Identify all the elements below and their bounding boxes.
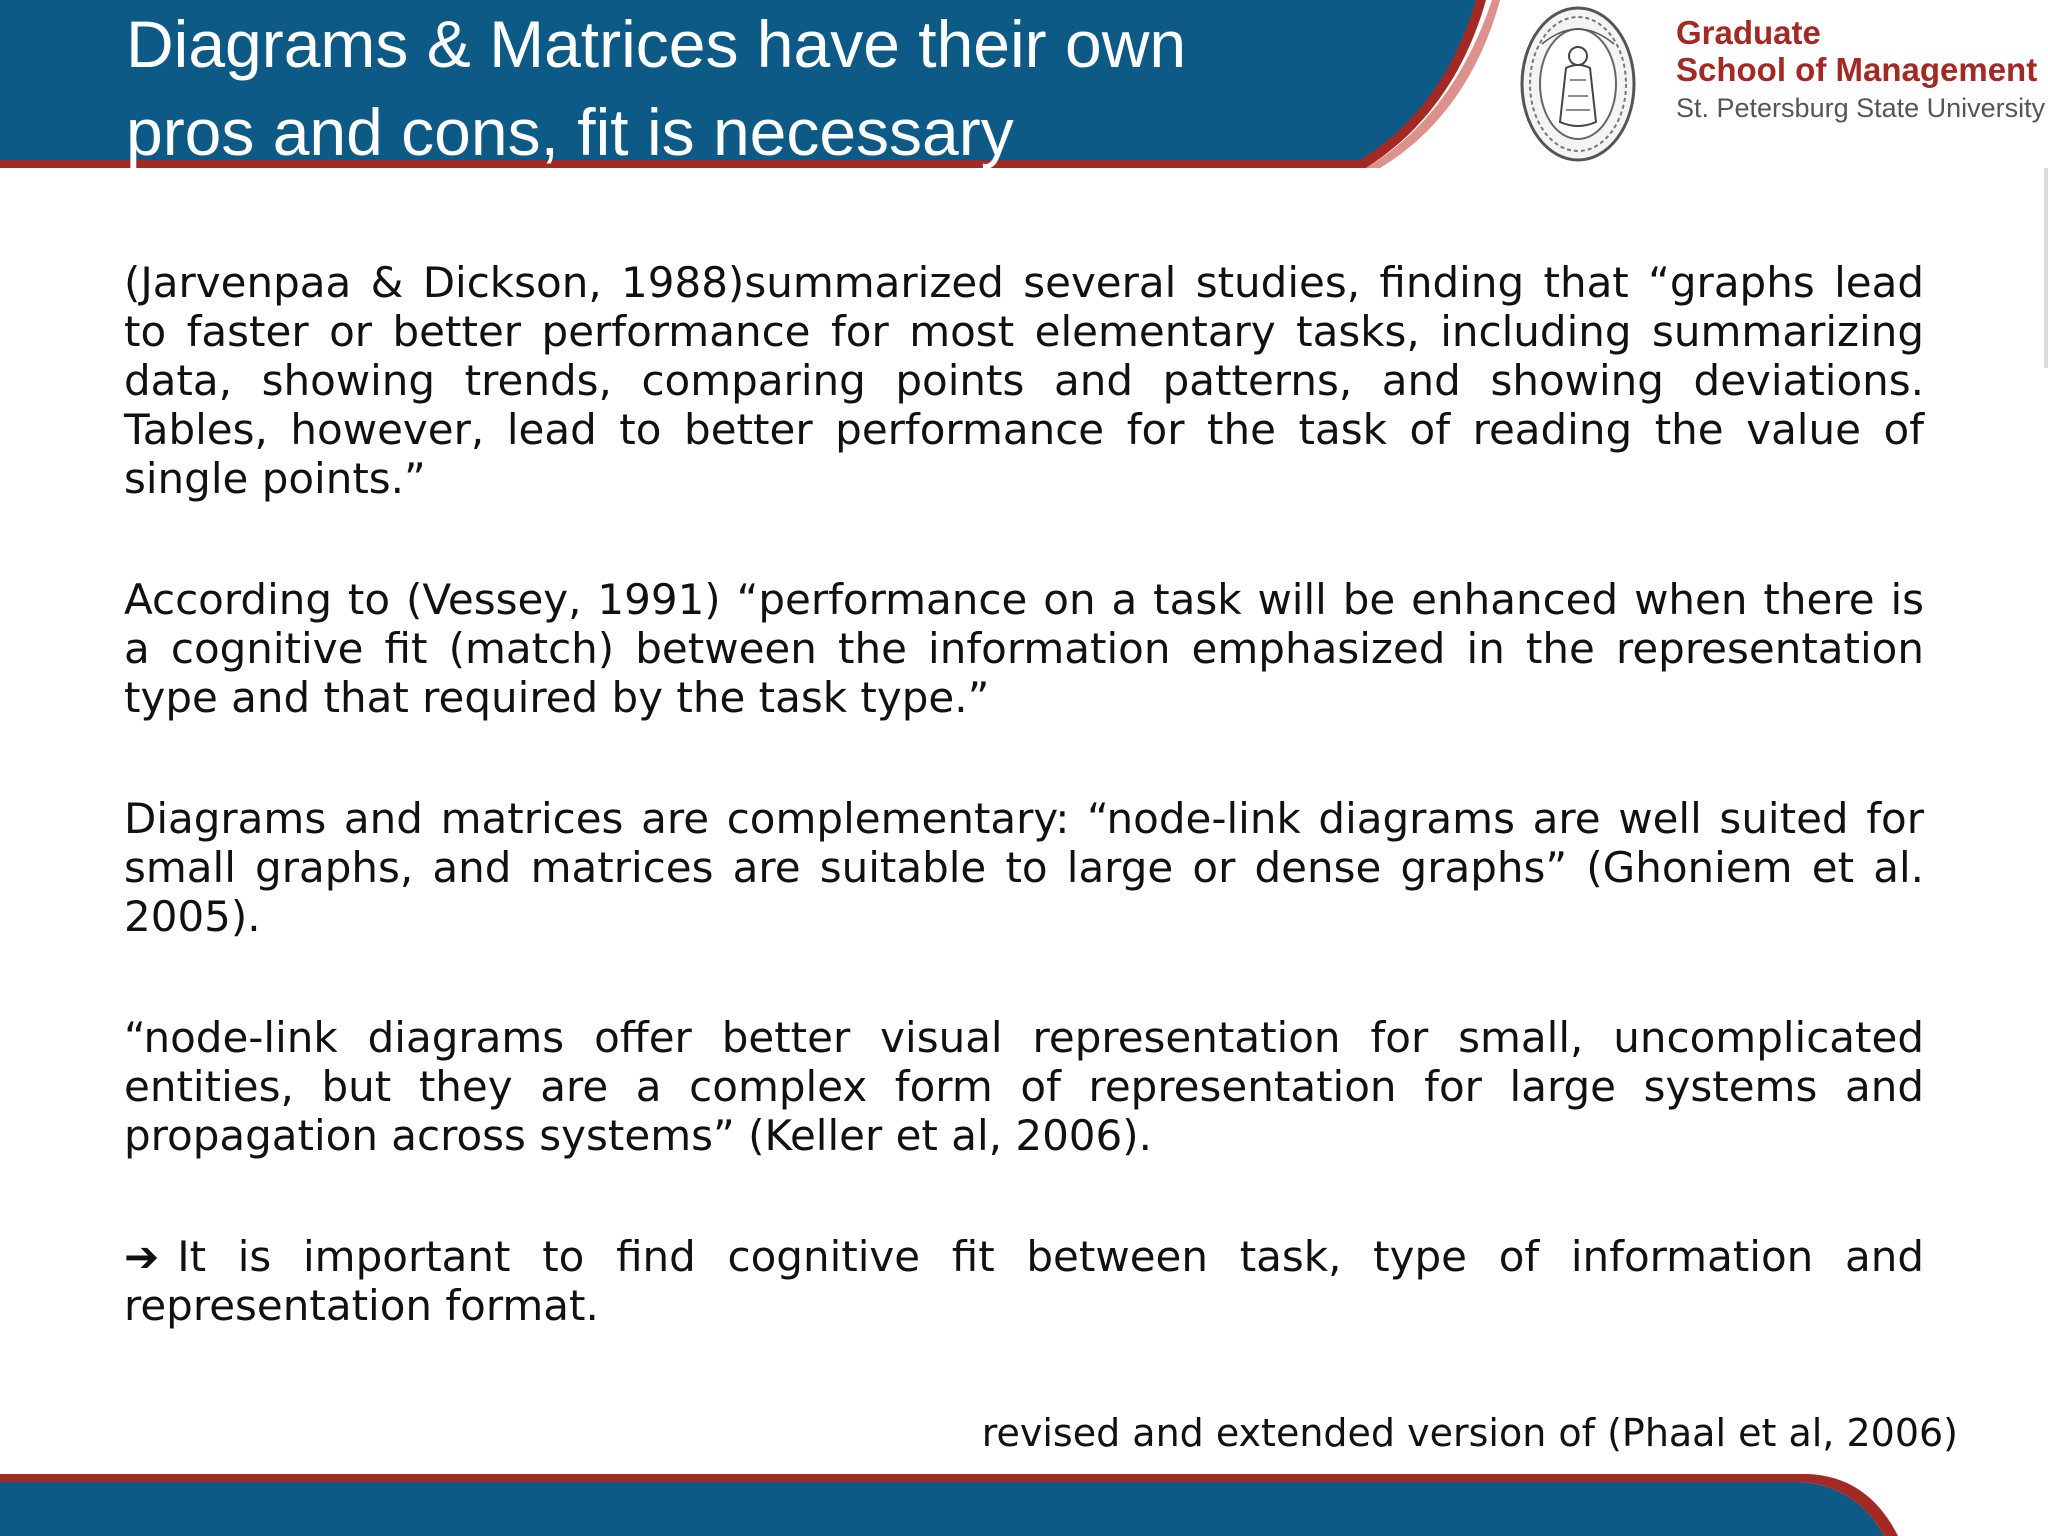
logo-text: [1676, 14, 2046, 128]
slide-title-line-2: pros and cons, fit is necessary: [126, 95, 1014, 169]
slide-edge-divider: [2044, 168, 2048, 368]
paragraph-ghoniem: Diagrams and matrices are complementary: “node-link diagrams are well suited for small graphs, and matrices are suitable to large or dense graphs” (Ghoniem et al. 2005).: [124, 794, 1924, 941]
slide-title-line-1: Diagrams & Matrices have their own: [126, 7, 1187, 81]
source-note: revised and extended version of (Phaal et al, 2006): [981, 1411, 1958, 1455]
conclusion-text: It is important to find cognitive fit between task, type of information and representation format.: [124, 1232, 1924, 1330]
logo-line-university: St. Petersburg State University: [1676, 93, 2046, 123]
footer-band: [0, 1470, 2048, 1536]
university-seal-icon: [1518, 4, 1638, 164]
paragraph-conclusion: [124, 1232, 1924, 1330]
slide-body: [124, 258, 1924, 1330]
arrow-right-icon: ➔: [124, 1232, 160, 1281]
slide-title: [126, 0, 1386, 176]
university-logo: [1508, 0, 2048, 170]
paragraph-jarvenpaa: (Jarvenpaa & Dickson, 1988)summarized several studies, finding that “graphs lead to faster or better performance for most elementary tasks, including summarizing data, showing trends, comparing points and patterns, and showing deviations. Tables, however, lead to better performance for the task of reading the value of single points.”: [124, 258, 1924, 503]
logo-line-school: School of Management: [1676, 51, 2038, 88]
logo-line-graduate: Graduate: [1676, 14, 1821, 51]
paragraph-keller: “node-link diagrams offer better visual representation for small, uncomplicated entities, but they are a complex form of representation for large systems and propagation across systems” (Keller et al, 2006).: [124, 1013, 1924, 1160]
paragraph-vessey: According to (Vessey, 1991) “performance on a task will be enhanced when there is a cognitive fit (match) between the information emphasized in the representation type and that required by the task type.”: [124, 575, 1924, 722]
